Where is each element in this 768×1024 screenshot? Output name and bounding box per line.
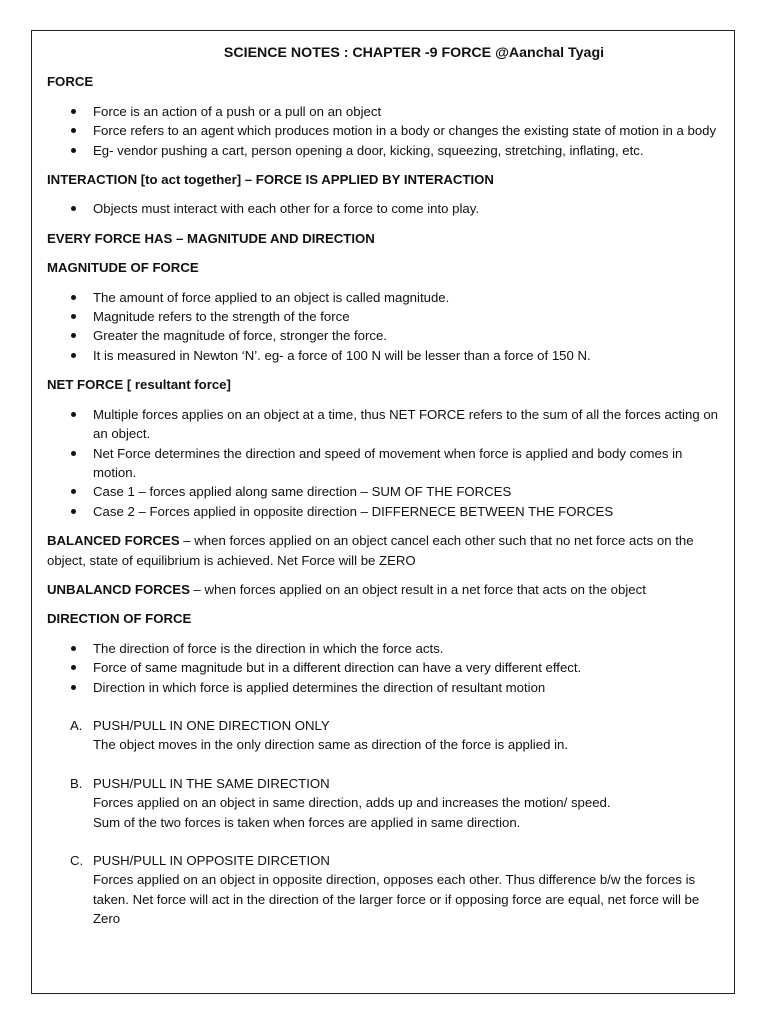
heading-every-force: EVERY FORCE HAS – MAGNITUDE AND DIRECTION xyxy=(47,230,375,246)
unbalanced-forces-paragraph xyxy=(47,580,723,599)
case-marker: C. xyxy=(70,853,84,868)
list-item: Net Force determines the direction and speed of movement when force is applied and body comes in motion. xyxy=(47,444,723,483)
list-item: The amount of force applied to an object is called magnitude. xyxy=(47,288,723,307)
magnitude-list xyxy=(47,288,723,366)
case-line: Sum of the two forces is taken when forces are applied in same direction. xyxy=(93,814,521,830)
list-item: Greater the magnitude of force, stronger the force. xyxy=(47,326,723,345)
unbalanced-term: UNBALANCD FORCES xyxy=(47,581,190,597)
net-force-list xyxy=(47,405,723,521)
list-item: Objects must interact with each other for a force to come into play. xyxy=(47,199,723,218)
list-item: Direction in which force is applied determines the direction of resultant motion xyxy=(47,678,723,697)
interaction-list xyxy=(47,199,723,218)
document-body xyxy=(47,44,723,948)
heading-net-force: NET FORCE [ resultant force] xyxy=(47,377,231,393)
heading-direction: DIRECTION OF FORCE xyxy=(47,611,192,627)
balanced-text: – when forces applied on an object cancel each other such that no net force acts on the object, state of equilibrium is achieved. Net Force will be ZERO xyxy=(47,533,694,568)
case-title: PUSH/PULL IN THE SAME DIRECTION xyxy=(93,775,330,791)
case-item-b xyxy=(47,774,723,832)
heading-force: FORCE xyxy=(47,74,94,90)
heading-magnitude: MAGNITUDE OF FORCE xyxy=(47,260,199,276)
list-item: It is measured in Newton ‘N’. eg- a force of 100 N will be lesser than a force of 150 N. xyxy=(47,346,723,365)
case-line: Forces applied on an object in same direction, adds up and increases the motion/ speed. xyxy=(93,795,611,811)
cases-list xyxy=(47,716,723,929)
case-item-a xyxy=(47,716,723,755)
list-item: The direction of force is the direction in which the force acts. xyxy=(47,639,723,658)
list-item: Case 1 – forces applied along same direction – SUM OF THE FORCES xyxy=(47,482,723,501)
heading-interaction: INTERACTION [to act together] – FORCE IS APPLIED BY INTERACTION xyxy=(47,172,494,188)
list-item: Force refers to an agent which produces motion in a body or changes the existing state of motion in a body xyxy=(47,121,723,140)
case-marker: B. xyxy=(70,775,83,791)
direction-list xyxy=(47,639,723,697)
case-title: PUSH/PULL IN OPPOSITE DIRCETION xyxy=(93,853,330,868)
case-marker: A. xyxy=(70,717,83,733)
list-item: Force of same magnitude but in a different direction can have a very different effect. xyxy=(47,658,723,677)
case-line: Forces applied on an object in opposite direction, opposes each other. Thus difference b/w the forces is taken. Net force will act in the direction of the larger force or if opposing force are equal, net force will be Zero xyxy=(93,872,700,927)
balanced-forces-paragraph xyxy=(47,531,723,570)
list-item: Eg- vendor pushing a cart, person opening a door, kicking, squeezing, stretching, inflating, etc. xyxy=(47,141,723,160)
list-item: Force is an action of a push or a pull on an object xyxy=(47,102,723,121)
case-line: The object moves in the only direction same as direction of the force is applied in. xyxy=(93,737,569,753)
page-title: SCIENCE NOTES : CHAPTER -9 FORCE @Aanchal Tyagi xyxy=(223,45,605,61)
unbalanced-text: – when forces applied on an object result in a net force that acts on the object xyxy=(189,581,646,597)
list-item: Case 2 – Forces applied in opposite direction – DIFFERNECE BETWEEN THE FORCES xyxy=(47,502,723,521)
force-list xyxy=(47,102,723,160)
balanced-term: BALANCED FORCES xyxy=(47,533,180,549)
case-item-c xyxy=(47,851,723,929)
case-title: PUSH/PULL IN ONE DIRECTION ONLY xyxy=(93,717,330,733)
list-item: Magnitude refers to the strength of the force xyxy=(47,307,723,326)
list-item: Multiple forces applies on an object at a time, thus NET FORCE refers to the sum of all the forces acting on an object. xyxy=(47,405,723,444)
